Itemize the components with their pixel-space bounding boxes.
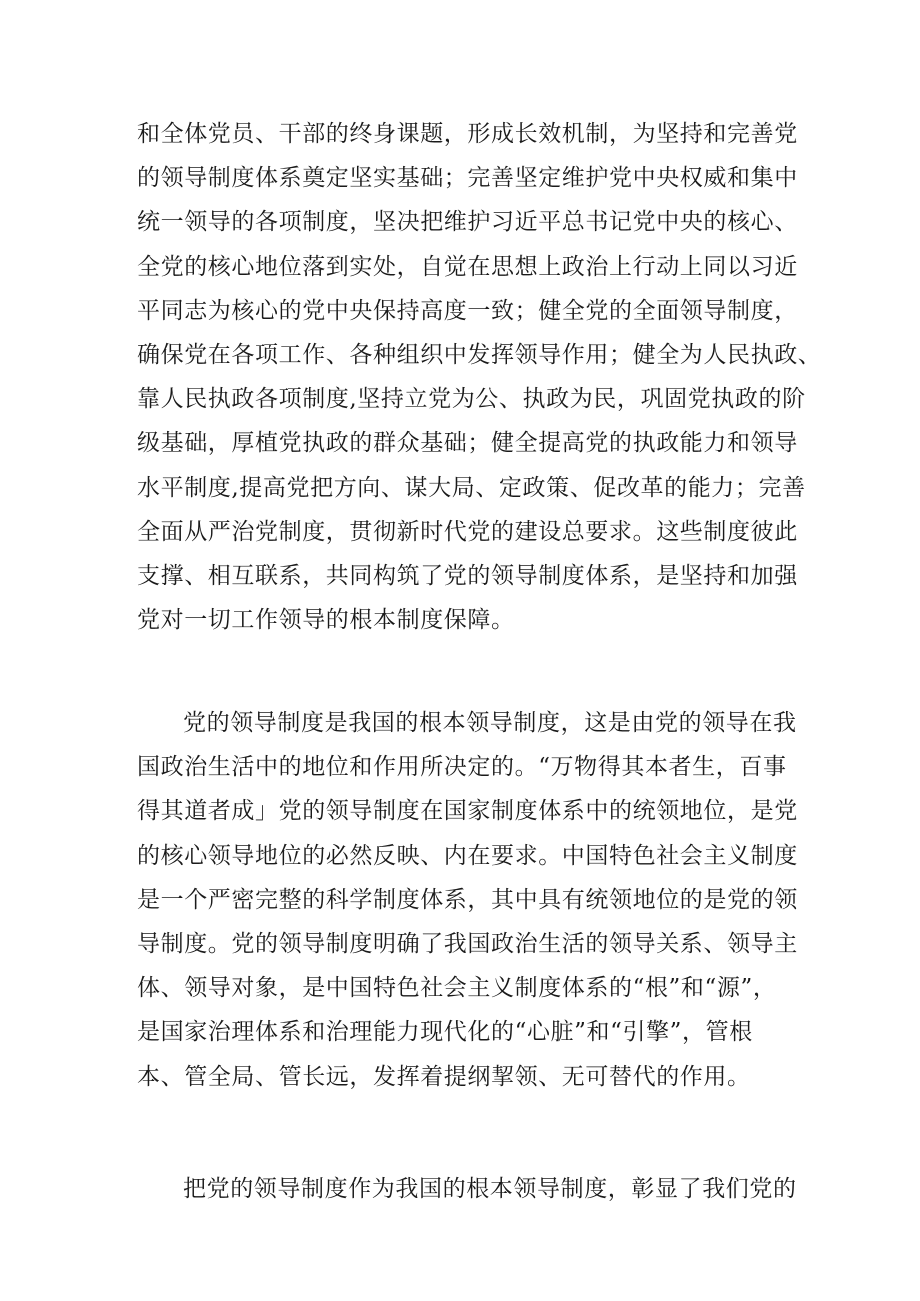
paragraph-line: 国政治生活中的地位和作用所决定的。“万物得其本者生，百事 bbox=[137, 754, 787, 781]
paragraph-line: 把党的领导制度作为我国的根本领导制度，彰显了我们党的 bbox=[183, 1176, 797, 1202]
paragraph-line: 全党的核心地位落到实处，自觉在思想上政治上行动上同以习近 bbox=[137, 253, 798, 280]
paragraph-line: 是国家治理体系和治理能力现代化的“心脏”和“引擎”，管根 bbox=[137, 1019, 753, 1046]
paragraph-line: 支撑、相互联系，共同构筑了党的领导制度体系，是坚持和加强 bbox=[137, 562, 798, 589]
paragraph-line: 导制度。党的领导制度明确了我国政治生活的领导关系、领导主 bbox=[137, 930, 798, 957]
paragraph-1 bbox=[137, 112, 822, 642]
paragraph-line: 确保党在各项工作、各种组织中发挥领导作用；健全为人民执政、 bbox=[137, 341, 822, 368]
paragraph-line: 党对一切工作领导的根本制度保障。 bbox=[137, 607, 515, 634]
paragraph-line: 得其道者成」党的领导制度在国家制度体系中的统领地位，是党 bbox=[137, 798, 798, 825]
paragraph-line: 靠人民执政各项制度,坚持立党为公、执政为民，巩固党执政的阶 bbox=[137, 386, 806, 413]
paragraph-line: 体、领导对象，是中国特色社会主义制度体系的“根”和“源”， bbox=[137, 975, 777, 1002]
paragraph-line: 平同志为核心的党中央保持高度一致；健全党的全面领导制度， bbox=[137, 297, 798, 324]
paragraph-line: 和全体党员、干部的终身课题，形成长效机制，为坚持和完善党 bbox=[137, 121, 798, 147]
paragraph-line: 本、管全局、管长远，发挥着提纲挈领、无可替代的作用。 bbox=[137, 1063, 751, 1090]
paragraph-2 bbox=[137, 701, 817, 1099]
paragraph-line: 党的领导制度是我国的根本领导制度，这是由党的领导在我 bbox=[183, 710, 797, 736]
paragraph-line: 的领导制度体系奠定坚实基础；完善坚定维护党中央权威和集中 bbox=[137, 165, 798, 192]
paragraph-line: 的核心领导地位的必然反映、内在要求。中国特色社会主义制度 bbox=[137, 842, 798, 869]
paragraph-line: 全面从严治党制度，贯彻新时代党的建设总要求。这些制度彼此 bbox=[137, 518, 798, 545]
paragraph-line: 级基础，厚植党执政的群众基础；健全提高党的执政能力和领导 bbox=[137, 430, 798, 457]
paragraph-line: 水平制度,提高党把方向、谋大局、定政策、促改革的能力；完善 bbox=[137, 474, 806, 501]
paragraph-line: 是一个严密完整的科学制度体系，其中具有统领地位的是党的领 bbox=[137, 886, 798, 913]
paragraph-line: 统一领导的各项制度，坚决把维护习近平总书记党中央的核心、 bbox=[137, 209, 798, 236]
paragraph-3 bbox=[137, 1167, 817, 1211]
